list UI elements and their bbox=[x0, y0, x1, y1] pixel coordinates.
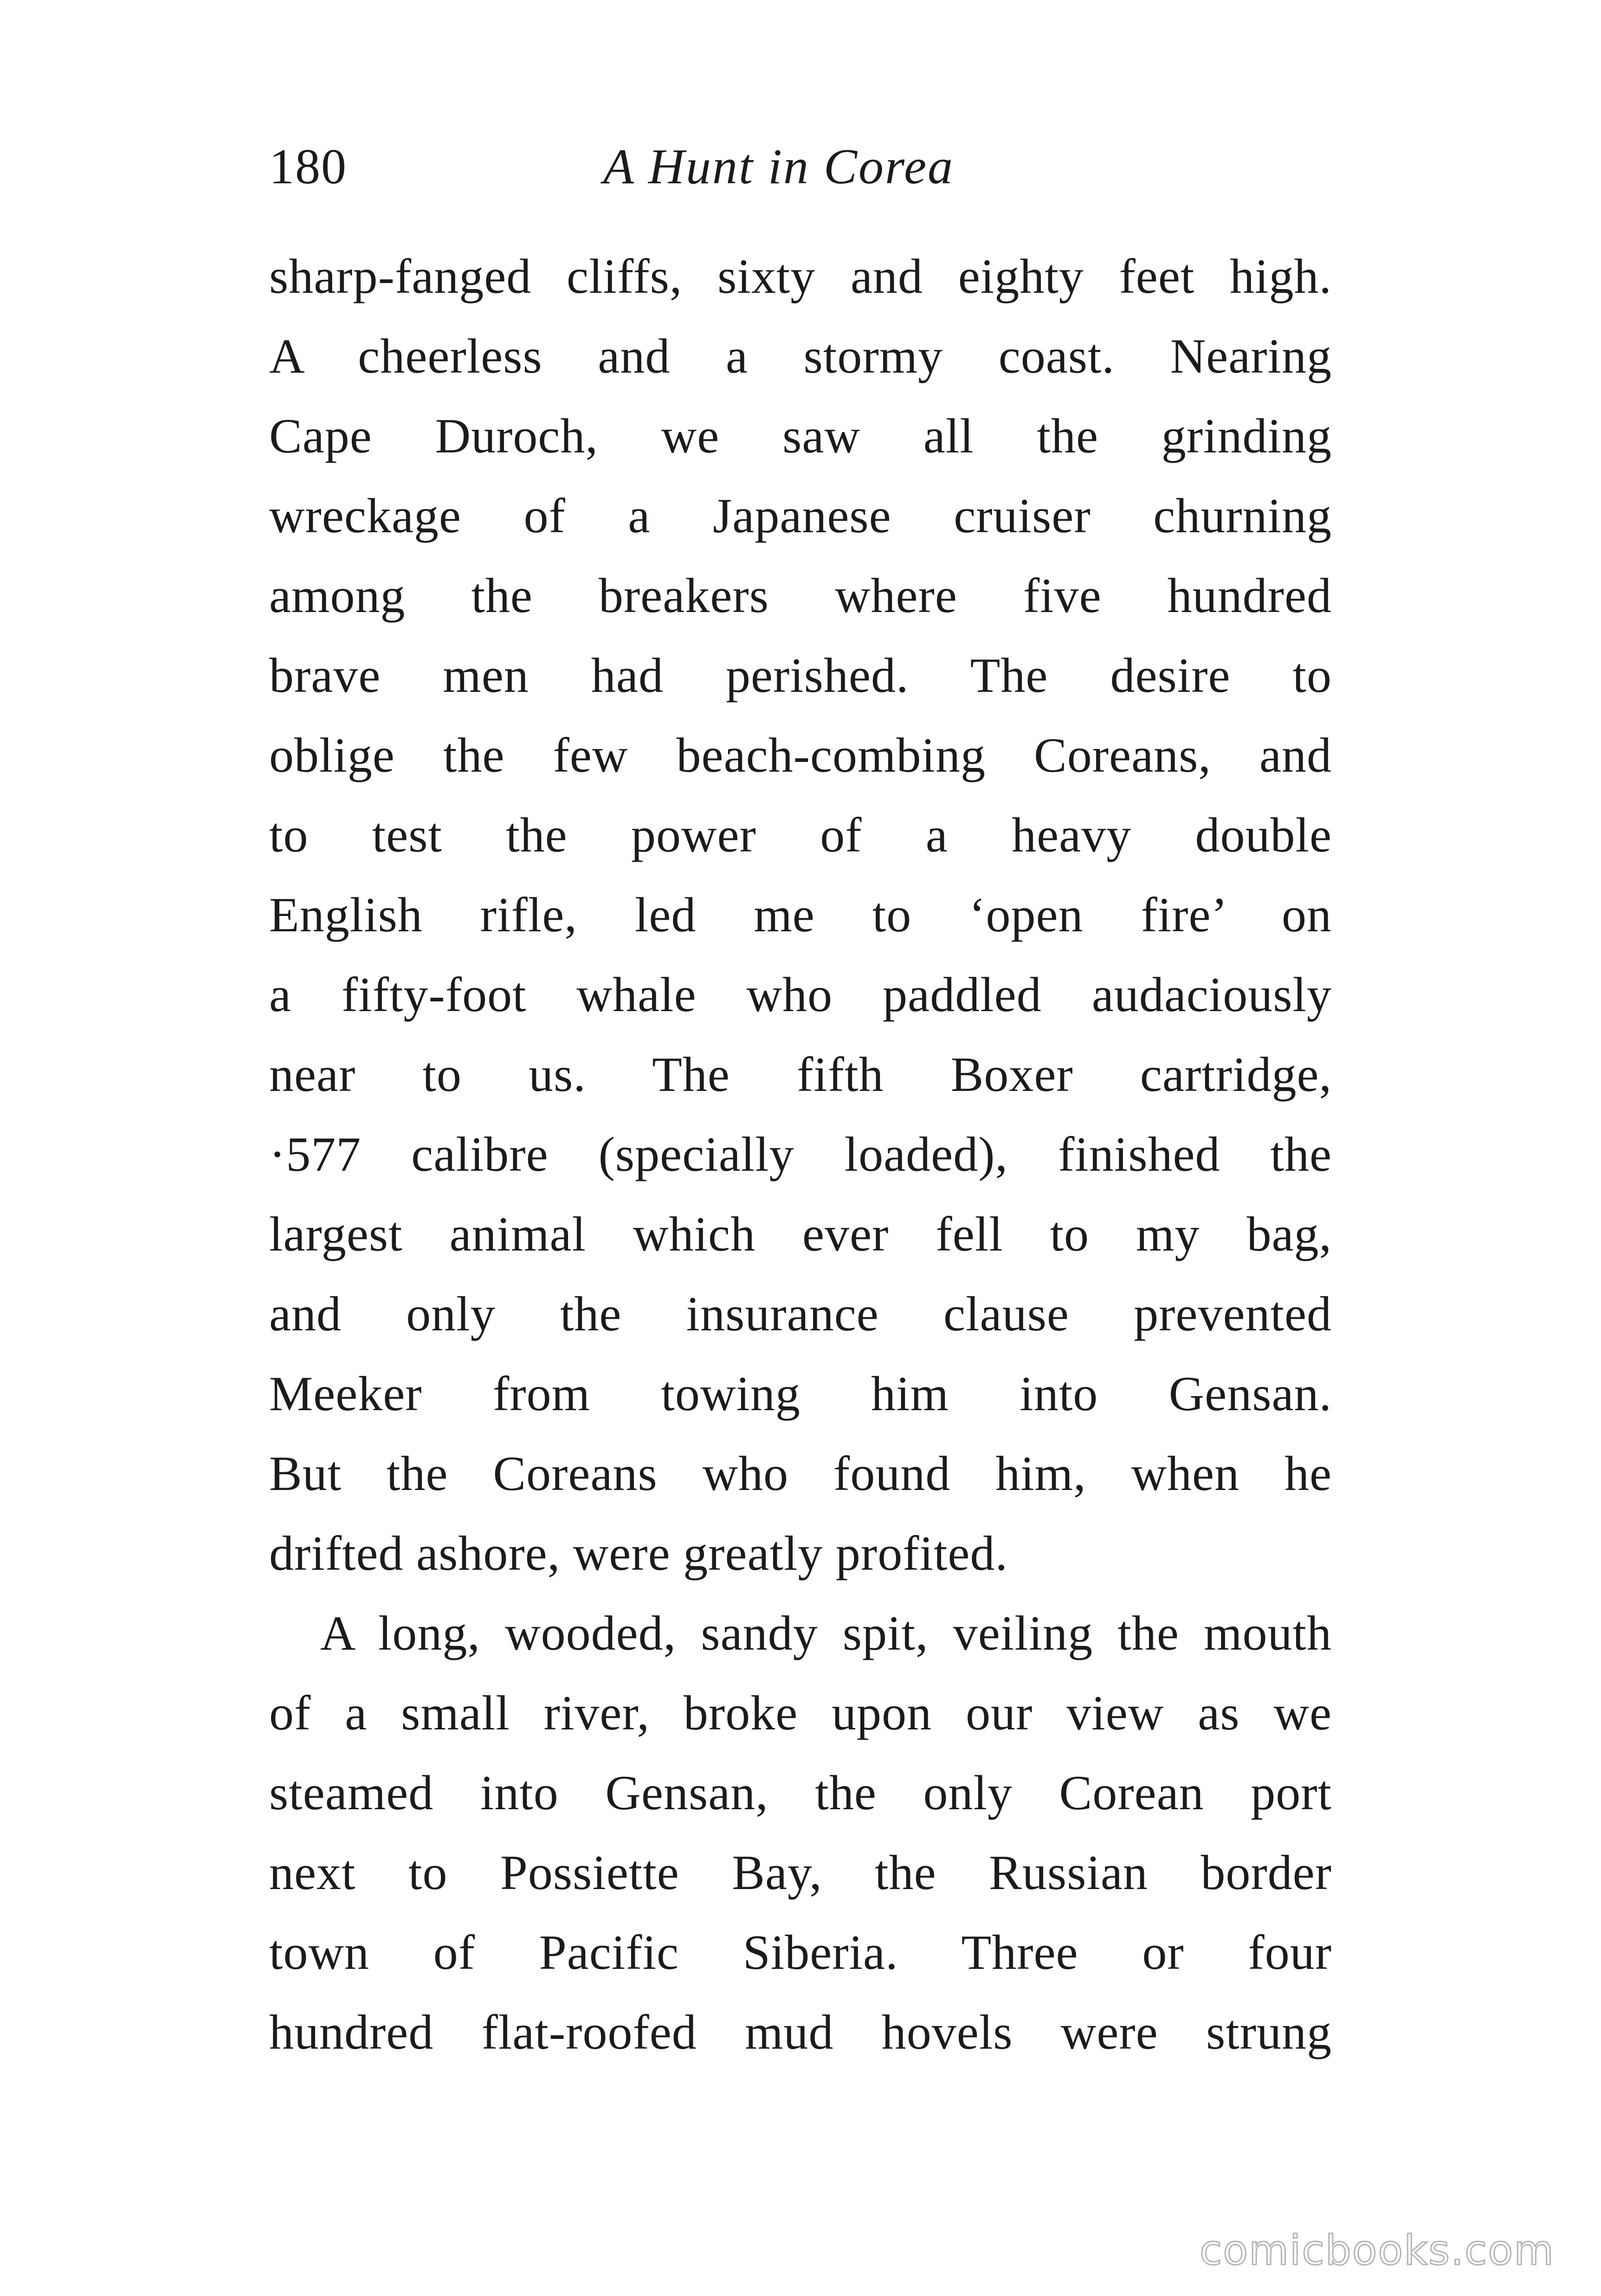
body-text bbox=[269, 237, 1332, 2072]
text-line: near to us. The fifth Boxer cartridge, bbox=[269, 1047, 1332, 1102]
text-line: and only the insurance clause prevented bbox=[269, 1287, 1332, 1341]
text-line: Cape Duroch, we saw all the grinding bbox=[269, 409, 1332, 463]
paragraph-last-line: drifted ashore, were greatly profited. bbox=[269, 1526, 1008, 1580]
text-line: ·577 calibre (specially loaded), finished the bbox=[269, 1127, 1332, 1181]
paragraph-first-line: A long, wooded, sandy spit, veiling the mouth bbox=[320, 1606, 1332, 1660]
text-line: next to Possiette Bay, the Russian border bbox=[269, 1845, 1332, 1900]
page-number: 180 bbox=[269, 139, 347, 194]
text-line: of a small river, broke upon our view as we bbox=[269, 1686, 1332, 1740]
text-line: Meeker from towing him into Gensan. bbox=[269, 1367, 1332, 1421]
text-line: town of Pacific Siberia. Three or four bbox=[269, 1925, 1332, 1980]
text-line: brave men had perished. The desire to bbox=[269, 648, 1332, 703]
running-title: A Hunt in Corea bbox=[603, 139, 955, 194]
text-line: wreckage of a Japanese cruiser churning bbox=[269, 489, 1332, 543]
watermark: comicbooks.com bbox=[1199, 2226, 1555, 2274]
text-line: But the Coreans who found him, when he bbox=[269, 1446, 1332, 1501]
text-line: oblige the few beach-combing Coreans, and bbox=[269, 728, 1332, 782]
text-line: English rifle, led me to ‘open fire’ on bbox=[269, 888, 1332, 942]
running-head bbox=[269, 135, 1332, 209]
text-line: sharp-fanged cliffs, sixty and eighty feet high. bbox=[269, 249, 1332, 303]
text-line: to test the power of a heavy double bbox=[269, 808, 1332, 862]
text-line: A cheerless and a stormy coast. Nearing bbox=[269, 329, 1332, 383]
text-line: among the breakers where five hundred bbox=[269, 568, 1332, 623]
text-line: a fifty-foot whale who paddled audaciously bbox=[269, 967, 1332, 1022]
text-line: hundred flat-roofed mud hovels were strung bbox=[269, 2005, 1332, 2059]
text-line: steamed into Gensan, the only Corean port bbox=[269, 1766, 1332, 1820]
text-line: largest animal which ever fell to my bag, bbox=[269, 1207, 1332, 1261]
